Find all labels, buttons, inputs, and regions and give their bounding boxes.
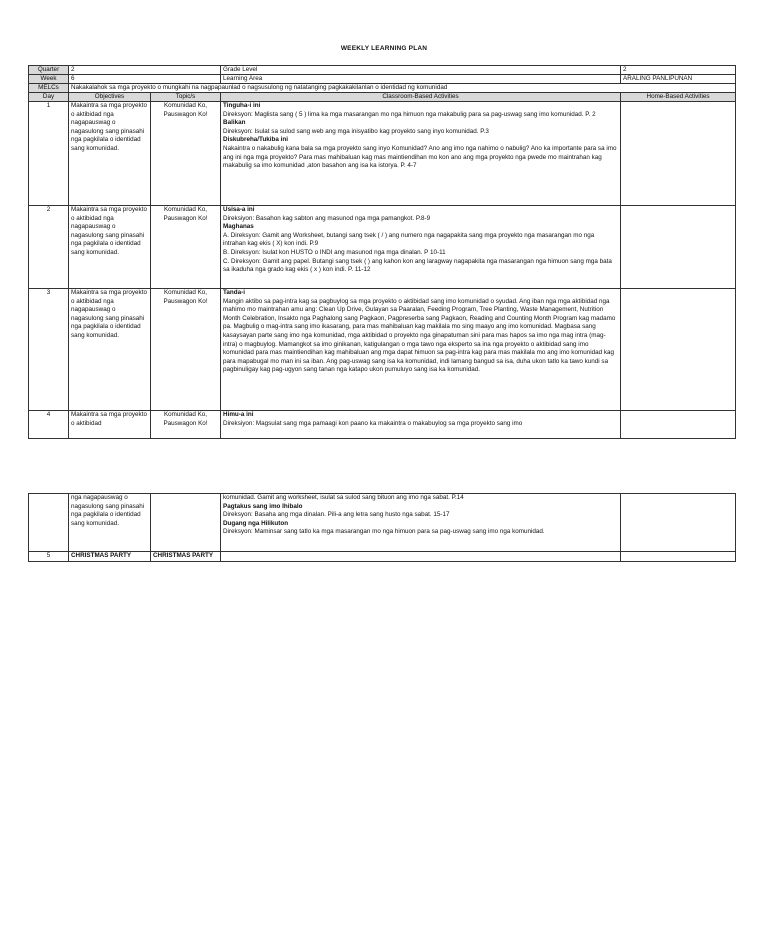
objective-text: nga nagapauswag o nagasulong sang pinasahi nga pagkilala o identidad sang komunidad. <box>69 494 151 552</box>
classroom-activities <box>221 411 621 439</box>
classroom-activities <box>221 206 621 289</box>
header-row-quarter <box>29 66 736 75</box>
classroom-activities <box>221 494 621 552</box>
col-objectives: Objectives <box>69 93 151 102</box>
day-number: 1 <box>29 102 69 206</box>
col-day: Day <box>29 93 69 102</box>
activity-heading: Tanda-i <box>223 289 245 296</box>
melcs-label: MELCs <box>29 84 69 93</box>
day-number: 4 <box>29 411 69 439</box>
grade-level-value: 2 <box>621 66 736 75</box>
home-activities <box>621 552 736 562</box>
activity-text: Direksiyon: Basahon kag sabton ang masunod nga mga pamangkot. P.8-9 <box>223 214 431 222</box>
classroom-activities <box>221 102 621 206</box>
weekly-plan-table-continued <box>28 493 736 562</box>
activity-text: C. Direksyon: Gamit ang papel. Butangi sang tsek ( ) ang kahon kon ang laragway nagapakita nga masarangan nga himuon sang mga bata sa ikaduha nga grado kag ekis ( x ) kon indi. P. 11-12 <box>223 257 612 274</box>
home-activities <box>621 289 736 411</box>
activity-text: Mangin aktibo sa pag-intra kag sa pagbuylog sa mga proyekto o aktibidad sang imo komunidad o syudad. Ang iban nga mga aktibidad nga mahimo mo maintrahan amu ang: Clean Up Drive, Gulayan sa Paaralan, Feeding Program, Tree Planting, Waste Management, Nutrition Month Celebration, Insakto nga Paghalong sang Pagkaon, Pagpreserba sang Pagkaon, Reading and Counting Month Program kag madamo pa. Magbulig o mag-intra sang imo ikasarang, para mas mahibaluan kag makilala mo sing maayo ang imo komunidad. Magbasa sang kasaysayan parte sang imo nga komunidad, mga aktibidad o proyekto nga ginapatuman sini para mas hapos sa imo nga mag intra (mag-intra) o magbuylog. Mamangkot sa imo ginikanan, katigulangan o mga tawo nga eksperto sa ina nga proyekto o aktibidad sang imo komunidad para mas maintiendihan kag mahibaluan ang mga dapat himuon sa pag-intra kag para mas makilala mo ang imo komunidad kag para mapabugal mo man ini sa iban. Ang pag-uswag sang isa ka komunidad, indi lamang bangud sa isa, duha ukon tatlo ka tawo kundi sa pagbinuligay kag pag-ugyon sang tanan nga katapo ukon pumuluyo sang isa ka komunidad. <box>223 297 616 374</box>
weekly-plan-table <box>28 65 736 439</box>
activity-heading: Tinguha-i ini <box>223 102 261 109</box>
topic-text <box>151 494 221 552</box>
day-number: 2 <box>29 206 69 289</box>
header-row-melcs <box>29 84 736 93</box>
table-row <box>29 289 736 411</box>
activity-heading: Himu-a ini <box>223 411 254 418</box>
topic-text: Komunidad Ko, Pauswagon Ko! <box>151 411 221 439</box>
activity-text: Direksiyon: Magsulat sang mga pamaagi kon paano ka makaintra o makabuylog sa mga proyekto sang imo <box>223 419 523 427</box>
col-home-activities: Home-Based Activities <box>621 93 736 102</box>
activity-heading: Diskubreha/Tukiba ini <box>223 136 288 144</box>
day-number: 5 <box>29 552 69 562</box>
classroom-activities <box>221 289 621 411</box>
topic-text: Komunidad Ko, Pauswagon Ko! <box>151 206 221 289</box>
home-activities <box>621 411 736 439</box>
column-header-row <box>29 93 736 102</box>
home-activities <box>621 102 736 206</box>
grade-level-label: Grade Level <box>221 66 621 75</box>
melcs-value: Nakakalahok sa mga proyekto o mungkahi na nagpapaunlad o nagsusulong ng natatanging pagkakakilanlan o identidad ng komunidad <box>69 84 736 93</box>
activity-heading: Balikan <box>223 119 246 127</box>
activity-heading: Usisa-a ini <box>223 206 255 213</box>
learning-area-value: ARALING PANLIPUNAN <box>621 75 736 84</box>
table-row <box>29 552 736 562</box>
objective-text: Makaintra sa mga proyekto o aktibidad nga nagapauswag o nagasulong sang pinasahi nga pagkilala o identidad sang komunidad. <box>69 206 151 289</box>
objective-text: CHRISTMAS PARTY <box>69 552 151 562</box>
activity-text: Direksyon: Isulat sa sulod sang web ang mga inisyatibo kag proyekto sang inyo komunidad. P.3 <box>223 127 489 135</box>
home-activities <box>621 494 736 552</box>
table-row <box>29 411 736 439</box>
topic-text: CHRISTMAS PARTY <box>151 552 221 562</box>
week-label: Week <box>29 75 69 84</box>
day-number <box>29 494 69 552</box>
activity-heading: Dugang nga Hilikuton <box>223 519 289 527</box>
learning-area-label: Learning Area <box>221 75 621 84</box>
week-value: 6 <box>69 75 221 84</box>
header-row-week <box>29 75 736 84</box>
activity-text: Direksyon: Basaha ang mga dinalan. Pili-a ang letra sang husto nga sabat. 15-17 <box>223 511 450 519</box>
col-classroom-activities: Classroom-Based Activities <box>221 93 621 102</box>
activity-text: A. Direksyon: Gamit ang Worksheet, butangi sang tsek ( / ) ang numero nga nagapakita sang mga proyekto nga masarangan mo nga intrahan kag ekis ( X) kon indi. P.9 <box>223 231 595 248</box>
activity-text: Direksyon: Maminsar sang tatlo ka mga masarangan mo nga himuon para sa pag-uswag sang imo nga komunidad. <box>223 528 545 536</box>
classroom-activities <box>221 552 621 562</box>
day-number: 3 <box>29 289 69 411</box>
activity-text: komunidad. Gamit ang worksheet, isulat sa sulod sang bituon ang imo nga sabat. P.14 <box>223 494 464 501</box>
activity-heading: Pagtakus sang imo Ihibalo <box>223 502 303 510</box>
home-activities <box>621 206 736 289</box>
col-topics: Topic/s <box>151 93 221 102</box>
activity-heading: Maghanas <box>223 223 254 231</box>
quarter-value: 2 <box>69 66 221 75</box>
table-row <box>29 102 736 206</box>
topic-text: Komunidad Ko, Pauswagon Ko! <box>151 289 221 411</box>
quarter-label: Quarter <box>29 66 69 75</box>
activity-text: B. Direksyon: Isulat kon HUSTO o INDI ang masunod nga mga dinalan. P 10-11 <box>223 248 446 256</box>
table-row <box>29 206 736 289</box>
page-title: WEEKLY LEARNING PLAN <box>340 45 428 52</box>
activity-text: Nakaintra o nakabulig kana bala sa mga proyekto sang inyo Komunidad? Ano ang imo nga nahimo o nabulig? Ano ka importante para sa imo ang ini nga mga proyekto? Para mas mahibaluan kag mas maintiendihan mo kon ano ang mga proyekto nga pwede mo maintrahan kag makabulig sa imo komunidad ,aton basahon ang isa ka istorya. P. 4-7 <box>223 144 617 170</box>
table-row <box>29 494 736 552</box>
objective-text: Makaintra sa mga proyekto o aktibidad nga nagapauswag o nagasulong sang pinasahi nga pagkilala o identidad sang komunidad. <box>69 289 151 411</box>
activity-text: Direksyon: Maglista sang ( 5 ) lima ka mga masarangan mo nga himuon nga makabulig para sa pag-uswag sang imo komunidad. P. 2 <box>223 110 596 118</box>
objective-text: Makaintra sa mga proyekto o aktibidad nga nagapauswag o nagasulong sang pinasahi nga pagkilala o identidad sang komunidad. <box>69 102 151 206</box>
topic-text: Komunidad Ko, Pauswagon Ko! <box>151 102 221 206</box>
objective-text: Makaintra sa mga proyekto o aktibidad <box>69 411 151 439</box>
